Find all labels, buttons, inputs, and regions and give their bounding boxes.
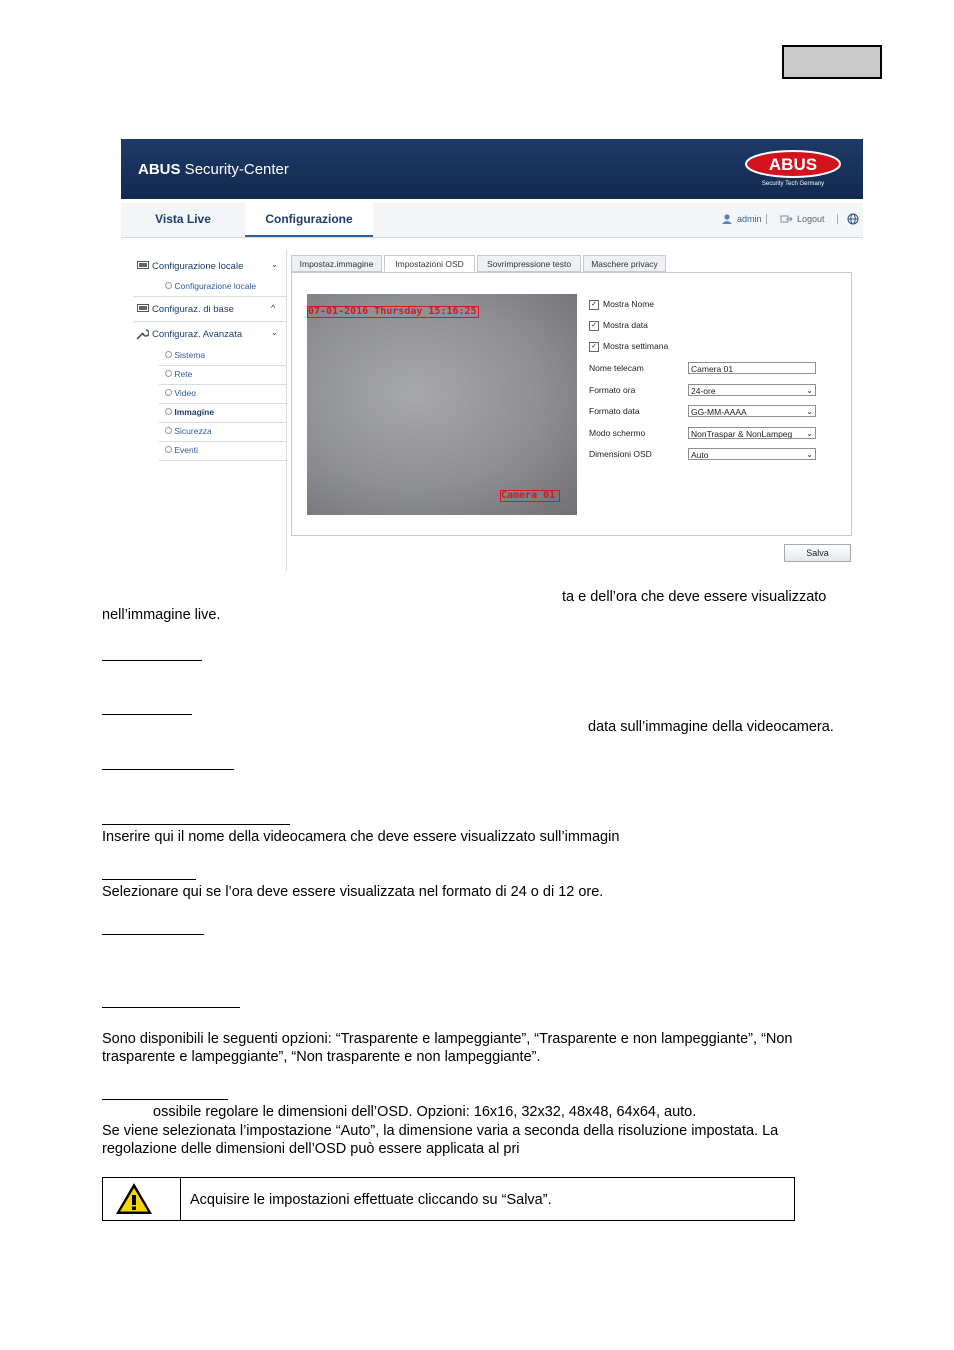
field-label: Modo schermo	[589, 428, 646, 438]
camera-name-input[interactable]: Camera 01	[688, 362, 816, 374]
heading-underline	[102, 1007, 240, 1008]
heading-underline	[102, 879, 196, 880]
monitor-icon	[137, 261, 149, 271]
paragraph-text: data sull’immagine della videocamera.	[588, 719, 834, 735]
paragraph-text: ossibile regolare le dimensioni dell’OSD. Opzioni: 16x16, 32x32, 48x48, 64x64, auto.	[153, 1104, 697, 1120]
tab-impostazioni-osd[interactable]: Impostazioni OSD	[384, 255, 475, 272]
paragraph-text: regolazione delle dimensioni dell’OSD può essere applicata al pri	[102, 1141, 520, 1157]
heading-underline	[102, 1099, 228, 1100]
sidebar-border	[286, 249, 287, 571]
paragraph-text: Sono disponibili le seguenti opzioni: “Trasparente e lampeggiante”, “Trasparente e non lampeggiante”, “Non	[102, 1031, 793, 1047]
sidebar-item-immagine[interactable]: Immagine	[165, 407, 214, 417]
user-name[interactable]: admin	[737, 214, 762, 224]
logout-icon	[780, 214, 793, 224]
app-title: ABUS Security-Center	[138, 161, 289, 178]
chevron-up-icon[interactable]: ^	[271, 303, 276, 313]
field-label: Nome telecam	[589, 363, 644, 373]
nav-divider	[837, 214, 838, 224]
nav-divider	[766, 214, 767, 224]
divider	[159, 422, 286, 423]
tab-configurazione[interactable]: Configurazione	[245, 203, 373, 237]
paragraph-text: trasparente e lampeggiante”, “Non trasparente e non lampeggiante”.	[102, 1049, 541, 1065]
chevron-down-icon[interactable]: ⌄	[271, 328, 278, 337]
video-preview	[307, 294, 577, 515]
sidebar-advanced-config[interactable]: Configuraz. Avanzata	[152, 329, 243, 340]
heading-underline	[102, 714, 192, 715]
osd-date-overlay[interactable]: 07-01-2016 Thursday 15:16:25	[307, 306, 479, 318]
divider	[159, 441, 286, 442]
divider	[159, 365, 286, 366]
sidebar-item-sistema[interactable]: Sistema	[165, 350, 205, 360]
svg-text:Security Tech Germany: Security Tech Germany	[761, 181, 825, 187]
chevron-down-icon[interactable]: ⌄	[271, 260, 278, 269]
osd-size-select[interactable]: Auto ⌄	[688, 448, 816, 460]
paragraph-text: ta e dell’ora che deve essere visualizzato	[562, 589, 827, 605]
sidebar-item-video[interactable]: Video	[165, 388, 196, 398]
logout-link[interactable]: Logout	[797, 214, 825, 224]
checkbox-mostra-settimana[interactable]: ✓	[589, 342, 599, 352]
paragraph-text: nell’immagine live.	[102, 607, 221, 623]
sidebar-local-config[interactable]: Configurazione locale	[152, 261, 244, 272]
time-format-select[interactable]: 24-ore ⌄	[688, 384, 816, 396]
divider	[133, 296, 286, 297]
checkbox-label: Mostra Nome	[603, 299, 655, 309]
sidebar-item-local-sub[interactable]: Configurazione locale	[165, 281, 256, 291]
sidebar-item-sicurezza[interactable]: Sicurezza	[165, 426, 212, 436]
dropdown-arrow-icon: ⌄	[806, 386, 813, 395]
tab-impostaz-immagine[interactable]: Impostaz.immagine	[291, 255, 382, 272]
paragraph-text: Inserire qui il nome della videocamera che deve essere visualizzato sull’immagin	[102, 829, 620, 845]
monitor-icon	[137, 304, 149, 314]
checkbox-label: Mostra data	[603, 320, 648, 330]
divider	[133, 321, 286, 322]
save-button[interactable]: Salva	[784, 544, 851, 562]
checkbox-mostra-nome[interactable]: ✓	[589, 300, 599, 310]
dropdown-arrow-icon: ⌄	[806, 450, 813, 459]
divider	[159, 384, 286, 385]
sidebar-item-eventi[interactable]: Eventi	[165, 445, 198, 455]
field-label: Dimensioni OSD	[589, 449, 652, 459]
field-label: Formato data	[589, 406, 640, 416]
checkbox-label: Mostra settimana	[603, 341, 669, 351]
heading-underline	[102, 660, 202, 661]
heading-underline	[102, 934, 204, 935]
divider	[159, 460, 286, 461]
abus-logo	[743, 148, 843, 188]
display-mode-select[interactable]: NonTraspar & NonLampeg ⌄	[688, 427, 816, 439]
tab-vista-live[interactable]: Vista Live	[155, 212, 211, 226]
wrench-icon	[135, 328, 149, 340]
heading-underline	[102, 824, 290, 825]
ui-screenshot	[121, 139, 863, 571]
note-divider	[180, 1177, 181, 1221]
field-label: Formato ora	[589, 385, 636, 395]
osd-name-overlay[interactable]: Camera 01	[500, 490, 560, 502]
language-box	[782, 45, 882, 79]
dropdown-arrow-icon: ⌄	[806, 407, 813, 416]
warning-icon	[114, 1181, 154, 1217]
tab-maschere-privacy[interactable]: Maschere privacy	[583, 255, 666, 272]
svg-text:ABUS: ABUS	[768, 155, 818, 174]
sidebar-basic-config[interactable]: Configuraz. di base	[152, 304, 234, 315]
dropdown-arrow-icon: ⌄	[806, 429, 813, 438]
paragraph-text: Selezionare qui se l’ora deve essere visualizzata nel formato di 24 o di 12 ore.	[102, 884, 604, 900]
tab-sovrimpressione-testo[interactable]: Sovrimpressione testo	[477, 255, 581, 272]
paragraph-text: Se viene selezionata l’impostazione “Auto”, la dimensione varia a seconda della risoluzione impostata. La	[102, 1123, 779, 1139]
note-text: Acquisire le impostazioni effettuate cliccando su “Salva”.	[190, 1192, 552, 1208]
divider	[159, 403, 286, 404]
checkbox-mostra-data[interactable]: ✓	[589, 321, 599, 331]
sidebar-item-rete[interactable]: Rete	[165, 369, 192, 379]
date-format-select[interactable]: GG-MM-AAAA ⌄	[688, 405, 816, 417]
heading-underline	[102, 769, 234, 770]
user-icon	[721, 213, 733, 225]
globe-icon[interactable]	[847, 213, 859, 225]
